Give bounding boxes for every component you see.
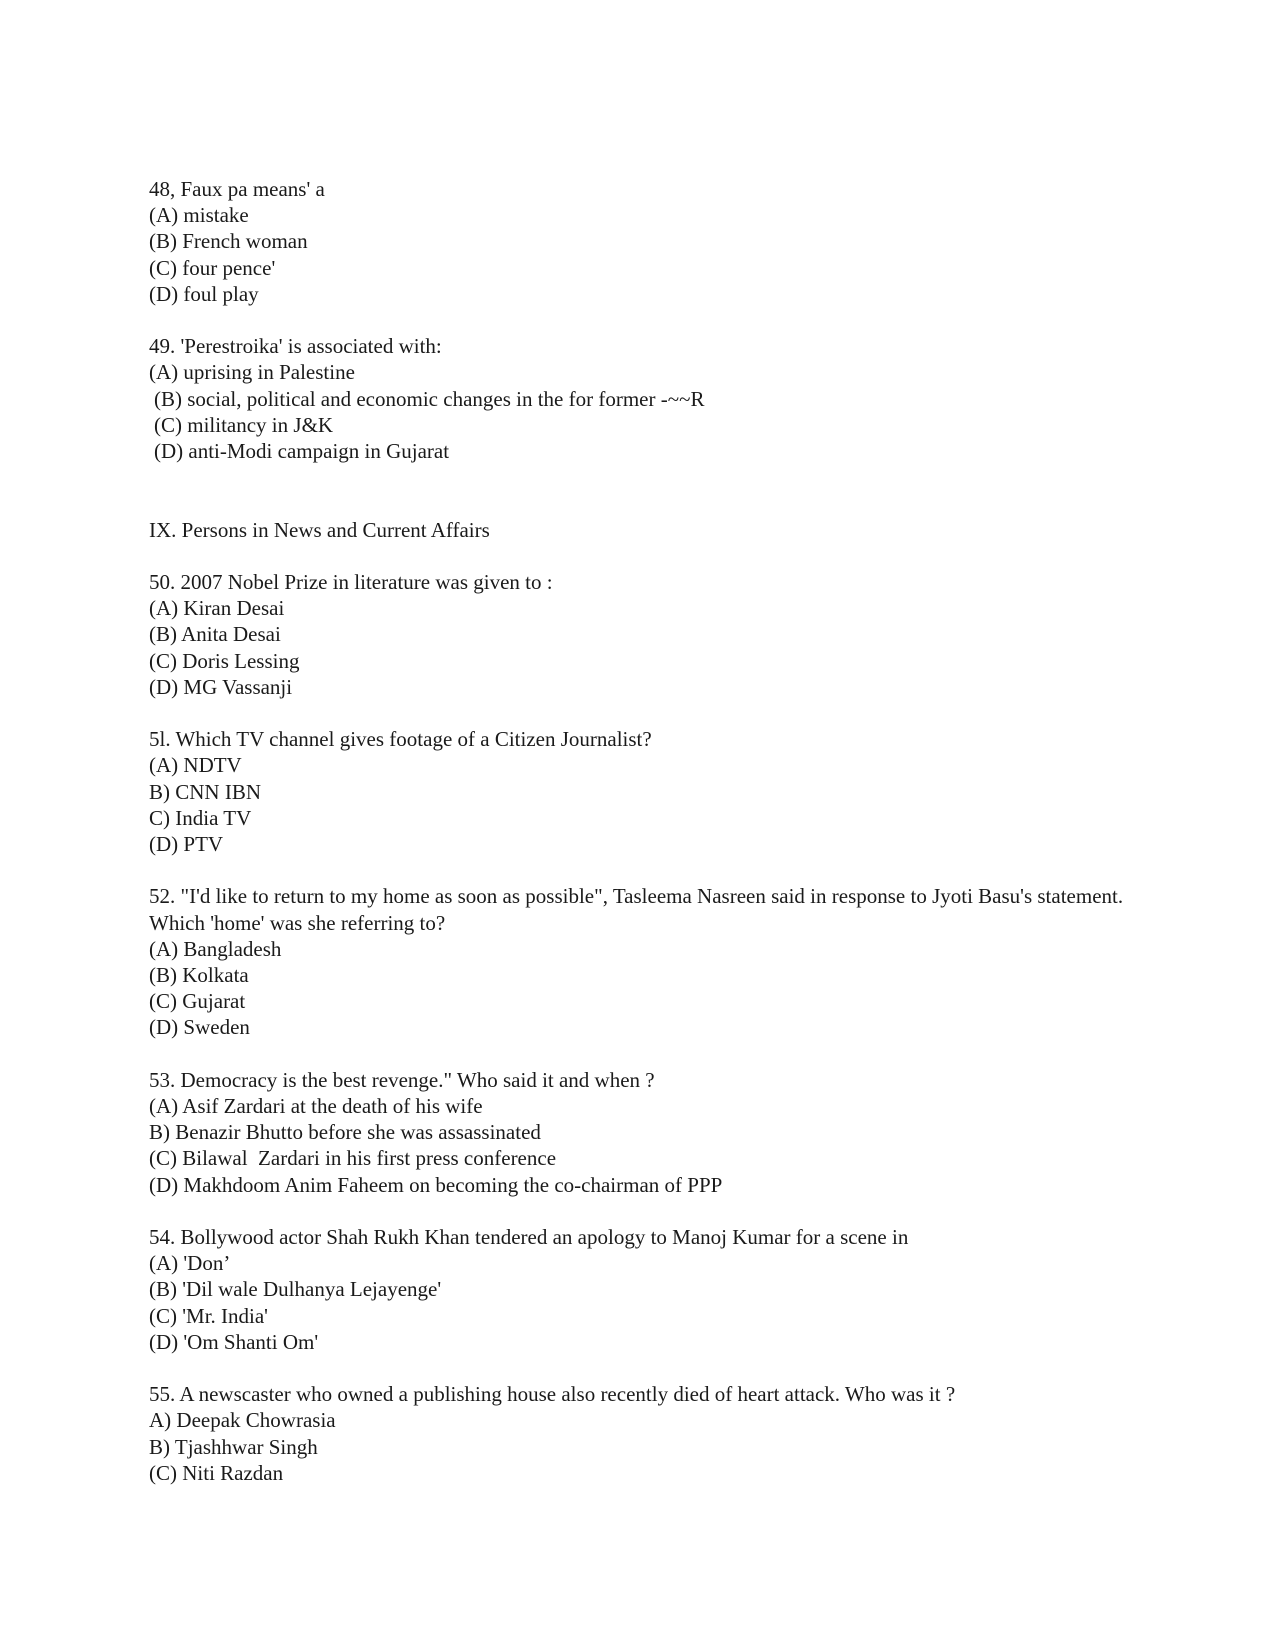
- option-d: (D) 'Om Shanti Om': [149, 1329, 319, 1354]
- option-c: (C) four pence': [149, 255, 276, 280]
- option-a: (A) Kiran Desai: [149, 596, 285, 621]
- question-text: 53. Democracy is the best revenge." Who said it and when ?: [149, 1067, 655, 1092]
- option-d: (D) MG Vassanji: [149, 674, 293, 699]
- option-d: (D) foul play: [149, 281, 259, 306]
- option-c: (C) Niti Razdan: [149, 1460, 284, 1485]
- option-a: (A) Bangladesh: [149, 936, 282, 961]
- option-a: (A) NDTV: [149, 753, 242, 778]
- question-text: 50. 2007 Nobel Prize in literature was given to :: [149, 570, 553, 594]
- option-c: (C) 'Mr. India': [149, 1303, 268, 1328]
- option-a: (A) 'Don’: [149, 1251, 231, 1276]
- option-b: (B) Anita Desai: [149, 622, 281, 647]
- question-text: 5l. Which TV channel gives footage of a Citizen Journalist?: [149, 727, 652, 752]
- question-54: [149, 1224, 1149, 1355]
- option-c: (C) Doris Lessing: [149, 648, 300, 673]
- option-a: A) Deepak Chowrasia: [149, 1408, 336, 1433]
- question-text: 52. "I'd like to return to my home as soon as possible", Tasleema Nasreen said in response to Jyoti Basu's statement. Which 'home' was she referring to?: [149, 884, 1124, 935]
- question-text: 48, Faux pa means' a: [149, 177, 325, 201]
- option-a: (A) Asif Zardari at the death of his wife: [149, 1094, 483, 1119]
- question-text: 49. 'Perestroika' is associated with:: [149, 334, 442, 359]
- question-49: [149, 333, 1149, 464]
- option-d: (D) Makhdoom Anim Faheem on becoming the co-chairman of PPP: [149, 1172, 723, 1197]
- question-50: [149, 569, 1149, 700]
- option-a: (A) uprising in Palestine: [149, 360, 355, 385]
- option-d: (D) PTV: [149, 832, 224, 857]
- option-d: (D) Sweden: [149, 1015, 250, 1040]
- question-text: 55. A newscaster who owned a publishing house also recently died of heart attack. Who was it ?: [149, 1382, 956, 1407]
- option-b: B) Benazir Bhutto before she was assassinated: [149, 1120, 541, 1145]
- option-c: (C) Gujarat: [149, 989, 246, 1014]
- option-d: (D) anti-Modi campaign in Gujarat: [154, 439, 450, 464]
- option-b: (B) French woman: [149, 229, 308, 254]
- option-b: (B) Kolkata: [149, 963, 249, 988]
- option-b: (B) social, political and economic changes in the for former -~~R: [154, 386, 705, 411]
- document-page: [149, 176, 1149, 1512]
- question-48: [149, 176, 1149, 307]
- option-c: (C) Bilawal Zardari in his first press conference: [149, 1146, 557, 1171]
- option-b: B) CNN IBN: [149, 779, 262, 804]
- option-c: (C) militancy in J&K: [154, 412, 334, 437]
- question-52: [149, 883, 1149, 1040]
- option-a: (A) mistake: [149, 203, 249, 228]
- question-53: [149, 1067, 1149, 1198]
- question-text: 54. Bollywood actor Shah Rukh Khan tendered an apology to Manoj Kumar for a scene in: [149, 1225, 909, 1250]
- option-c: C) India TV: [149, 805, 252, 830]
- section-heading: IX. Persons in News and Current Affairs: [149, 517, 490, 542]
- question-55: [149, 1381, 1149, 1486]
- option-b: (B) 'Dil wale Dulhanya Lejayenge': [149, 1277, 442, 1302]
- question-51: [149, 726, 1149, 857]
- option-b: B) Tjashhwar Singh: [149, 1434, 318, 1459]
